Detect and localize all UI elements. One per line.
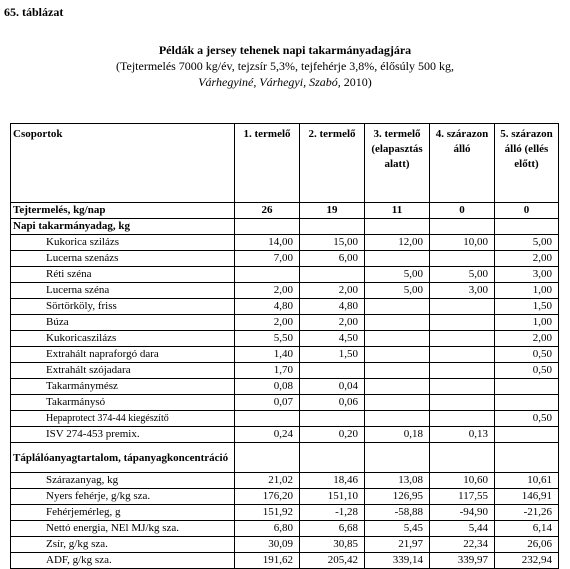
feed-row-value: 0,50 xyxy=(495,363,559,379)
feed-row-label: Extrahált szójadara xyxy=(11,363,235,379)
nutrient-row-label: Nettó energia, NEl MJ/kg sza. xyxy=(11,521,235,537)
feed-row-value: 0,08 xyxy=(235,379,300,395)
feed-row-value xyxy=(430,411,495,427)
nutrient-row xyxy=(11,521,559,537)
feed-row-value: 5,50 xyxy=(235,331,300,347)
feed-row-value xyxy=(365,411,430,427)
feed-row xyxy=(11,411,559,427)
feed-row-value: 2,00 xyxy=(235,283,300,299)
feed-row-value xyxy=(365,331,430,347)
feed-row xyxy=(11,299,559,315)
ration-table xyxy=(10,123,559,569)
nutrient-row-label: Zsír, g/kg sza. xyxy=(11,537,235,553)
col-header-1: 1. termelő xyxy=(235,124,300,203)
nutrient-row-value: 176,20 xyxy=(235,489,300,505)
nutrient-row-label: Fehérjemérleg, g xyxy=(11,505,235,521)
feed-row-value: 1,70 xyxy=(235,363,300,379)
feed-row-value: 5,00 xyxy=(430,267,495,283)
feed-row-value: 0,18 xyxy=(365,427,430,443)
feed-row-value: 6,00 xyxy=(300,251,365,267)
feed-row xyxy=(11,395,559,411)
feed-row-value: 1,00 xyxy=(495,315,559,331)
nutrient-row-value: 205,42 xyxy=(300,553,365,569)
milk-label: Tejtermelés, kg/nap xyxy=(11,203,235,219)
nutrient-row-value: 126,95 xyxy=(365,489,430,505)
feed-row-label: Kukoricaszilázs xyxy=(11,331,235,347)
milk-value: 26 xyxy=(235,203,300,219)
feed-row-value xyxy=(430,379,495,395)
feed-row-value xyxy=(430,395,495,411)
feed-row-value: 3,00 xyxy=(495,267,559,283)
feed-row-value: 0,13 xyxy=(430,427,495,443)
table-subtitle-line2 xyxy=(0,75,570,90)
feed-section-row xyxy=(11,219,559,235)
feed-row-value xyxy=(365,347,430,363)
nutrient-row-value: 339,14 xyxy=(365,553,430,569)
feed-row-value: 14,00 xyxy=(235,235,300,251)
feed-row-value: 2,00 xyxy=(300,315,365,331)
feed-row xyxy=(11,267,559,283)
feed-row-value xyxy=(430,315,495,331)
nutrient-row-value: 30,09 xyxy=(235,537,300,553)
feed-row-value xyxy=(430,331,495,347)
feed-row-value: 15,00 xyxy=(300,235,365,251)
feed-row-value xyxy=(365,315,430,331)
feed-row xyxy=(11,235,559,251)
feed-row-value xyxy=(235,267,300,283)
nutrient-row-value: 5,45 xyxy=(365,521,430,537)
nutrient-row-label: ADF, g/kg sza. xyxy=(11,553,235,569)
feed-row-value xyxy=(430,347,495,363)
feed-row-value: 2,00 xyxy=(235,315,300,331)
feed-row-value: 0,50 xyxy=(495,347,559,363)
feed-row-value xyxy=(365,251,430,267)
feed-row-value: 2,00 xyxy=(495,331,559,347)
feed-row-value: 2,00 xyxy=(300,283,365,299)
feed-row-label: Búza xyxy=(11,315,235,331)
nutrient-row xyxy=(11,473,559,489)
feed-row-value xyxy=(495,379,559,395)
milk-value: 19 xyxy=(300,203,365,219)
nutrient-row-value: 151,92 xyxy=(235,505,300,521)
feed-row-value: 4,50 xyxy=(300,331,365,347)
nutrient-row xyxy=(11,553,559,569)
nutrient-row-value: 10,61 xyxy=(495,473,559,489)
feed-row-value: 5,00 xyxy=(495,235,559,251)
nutrient-row-value: 339,97 xyxy=(430,553,495,569)
feed-row-label: Lucerna szenázs xyxy=(11,251,235,267)
milk-value: 0 xyxy=(495,203,559,219)
feed-row-value: 1,50 xyxy=(300,347,365,363)
nutrient-row-label: Szárazanyag, kg xyxy=(11,473,235,489)
feed-section-label: Napi takarmányadag, kg xyxy=(11,219,235,235)
feed-row-value: 0,20 xyxy=(300,427,365,443)
feed-row xyxy=(11,283,559,299)
header-row xyxy=(11,124,559,203)
feed-row-value: 2,00 xyxy=(495,251,559,267)
feed-row-value: 0,04 xyxy=(300,379,365,395)
feed-row-label: Sörtörköly, friss xyxy=(11,299,235,315)
milk-row xyxy=(11,203,559,219)
nutrient-row-value: 6,80 xyxy=(235,521,300,537)
col-header-groups: Csoportok xyxy=(11,124,235,203)
nutrient-row-label: Nyers fehérje, g/kg sza. xyxy=(11,489,235,505)
nutrient-row-value: 151,10 xyxy=(300,489,365,505)
feed-row-value xyxy=(495,395,559,411)
feed-row-value: 0,07 xyxy=(235,395,300,411)
nutrient-row xyxy=(11,505,559,521)
feed-row xyxy=(11,315,559,331)
feed-row-label: Extrahált napraforgó dara xyxy=(11,347,235,363)
nutrient-row-value: 13,08 xyxy=(365,473,430,489)
feed-row-label: Kukorica szilázs xyxy=(11,235,235,251)
feed-row-value: 0,24 xyxy=(235,427,300,443)
feed-row-value xyxy=(430,251,495,267)
feed-row xyxy=(11,427,559,443)
feed-row-label: ISV 274-453 premix. xyxy=(11,427,235,443)
nutrient-row-value: 6,68 xyxy=(300,521,365,537)
feed-row-value: 4,80 xyxy=(235,299,300,315)
feed-row xyxy=(11,251,559,267)
nutrient-row-value: 5,44 xyxy=(430,521,495,537)
milk-value: 0 xyxy=(430,203,495,219)
feed-row-value xyxy=(430,299,495,315)
feed-row-value: 7,00 xyxy=(235,251,300,267)
feed-row-value: 10,00 xyxy=(430,235,495,251)
nutrient-row-value: 146,91 xyxy=(495,489,559,505)
feed-row-value xyxy=(235,411,300,427)
feed-row-value xyxy=(300,363,365,379)
col-header-3: 3. termelő (elapasztás alatt) xyxy=(365,124,430,203)
feed-row-label: Hepaprotect 374-44 kiegészítő xyxy=(11,411,235,427)
feed-row-value xyxy=(365,363,430,379)
feed-row-value xyxy=(495,427,559,443)
feed-row-value xyxy=(365,299,430,315)
nutrient-row-value: 191,62 xyxy=(235,553,300,569)
feed-row-label: Réti széna xyxy=(11,267,235,283)
nutrient-row-value: -1,28 xyxy=(300,505,365,521)
feed-row-value: 0,50 xyxy=(495,411,559,427)
nutrient-row-value: -58,88 xyxy=(365,505,430,521)
feed-row-label: Lucerna széna xyxy=(11,283,235,299)
feed-row-value: 1,50 xyxy=(495,299,559,315)
col-header-2: 2. termelő xyxy=(300,124,365,203)
feed-row xyxy=(11,331,559,347)
feed-row-label: Takarmánysó xyxy=(11,395,235,411)
nutrient-row-value: 30,85 xyxy=(300,537,365,553)
authors: Várhegyiné, Várhegyi, Szabó, xyxy=(198,75,341,89)
nutrient-row-value: 232,94 xyxy=(495,553,559,569)
feed-row-value: 4,80 xyxy=(300,299,365,315)
feed-row-value: 1,40 xyxy=(235,347,300,363)
nutrient-row-value: 10,60 xyxy=(430,473,495,489)
feed-row-value xyxy=(365,395,430,411)
feed-row xyxy=(11,363,559,379)
nutrient-row-value: 6,14 xyxy=(495,521,559,537)
nutrient-row-value: 21,97 xyxy=(365,537,430,553)
nutrient-row-value: 18,46 xyxy=(300,473,365,489)
nutrient-row-value: 22,34 xyxy=(430,537,495,553)
feed-row-value xyxy=(300,267,365,283)
ration-table-body xyxy=(11,124,559,569)
nutrient-row-value: -94,90 xyxy=(430,505,495,521)
nutrient-row-value: 21,02 xyxy=(235,473,300,489)
nutrient-row-value: -21,26 xyxy=(495,505,559,521)
milk-value: 11 xyxy=(365,203,430,219)
feed-row-value: 3,00 xyxy=(430,283,495,299)
feed-row xyxy=(11,347,559,363)
feed-row-value xyxy=(300,411,365,427)
feed-row-value xyxy=(365,379,430,395)
table-title: Példák a jersey tehenek napi takarmányadagjára xyxy=(158,43,412,57)
nutrient-row-value: 26,06 xyxy=(495,537,559,553)
feed-row xyxy=(11,379,559,395)
feed-row-label: Takarmánymész xyxy=(11,379,235,395)
nutrient-row xyxy=(11,537,559,553)
feed-row-value: 12,00 xyxy=(365,235,430,251)
feed-row-value: 5,00 xyxy=(365,267,430,283)
feed-row-value: 5,00 xyxy=(365,283,430,299)
year: 2010) xyxy=(340,75,372,89)
table-subtitle-line1: (Tejtermelés 7000 kg/év, tejzsír 5,3%, tejfehérje 3,8%, élősúly 500 kg, xyxy=(116,59,454,73)
nutrient-row-value: 117,55 xyxy=(430,489,495,505)
feed-row-value: 0,06 xyxy=(300,395,365,411)
nutrient-section-row xyxy=(11,443,559,473)
col-header-5: 5. szárazon álló (ellés előtt) xyxy=(495,124,559,203)
table-number-heading: 65. táblázat xyxy=(4,5,64,19)
feed-row-value: 1,00 xyxy=(495,283,559,299)
nutrient-section-label: Táplálóanyagtartalom, tápanyagkoncentráció xyxy=(11,443,235,473)
col-header-4: 4. szárazon álló xyxy=(430,124,495,203)
nutrient-row xyxy=(11,489,559,505)
feed-row-value xyxy=(430,363,495,379)
